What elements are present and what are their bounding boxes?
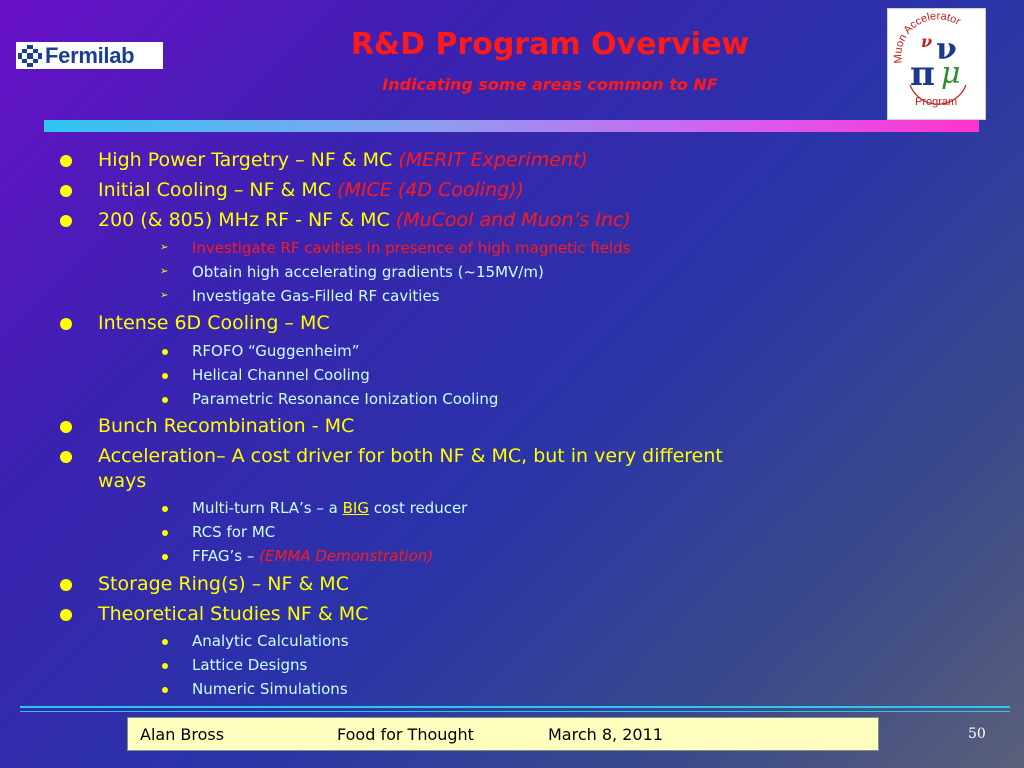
sub-list-item: RCS for MC (192, 523, 276, 541)
bullet-dot-icon (60, 318, 72, 330)
fermilab-logo (16, 42, 163, 69)
sub-bullet-dot-icon (162, 373, 168, 379)
footer-talk-title: Food for Thought (337, 724, 474, 744)
list-item-note: (MERIT Experiment) (398, 149, 588, 171)
footer-author: Alan Bross (140, 724, 225, 744)
list-item-text: Intense 6D Cooling – MC (98, 312, 330, 334)
list-item-text: High Power Targetry – NF & MC (98, 149, 399, 171)
list-item-text: Theoretical Studies NF & MC (98, 603, 369, 625)
sub-list-item: RFOFO “Guggenheim” (192, 342, 360, 360)
sub-list-item: FFAG’s – (EMMA Demonstration) (192, 547, 434, 565)
list-item (98, 149, 978, 172)
footer-divider-line (20, 706, 1010, 708)
sub-list-item: Helical Channel Cooling (192, 366, 370, 384)
list-item-note: (MuCool and Muon’s Inc) (395, 209, 631, 231)
list-item (98, 209, 978, 232)
list-item-text: Acceleration– A cost driver for both NF & MC, but in very different (98, 445, 723, 467)
list-item (98, 603, 978, 626)
page-number: 50 (968, 726, 986, 742)
footer-bar (127, 717, 879, 751)
bullet-dot-icon (60, 451, 72, 463)
list-item (98, 179, 978, 202)
list-item-note: (MICE (4D Cooling)) (337, 179, 525, 201)
bullet-dot-icon (60, 155, 72, 167)
title-divider-bar (44, 120, 979, 132)
fermilab-logo-text: Fermilab (45, 42, 135, 68)
sub-bullet-dot-icon (162, 530, 168, 536)
sub-list-item: Lattice Designs (192, 656, 308, 674)
sub-bullet-dot-icon (162, 397, 168, 403)
sub-list-item: Numeric Simulations (192, 680, 348, 698)
sub-bullet-dot-icon (162, 506, 168, 512)
list-item-text: 200 (& 805) MHz RF - NF & MC (98, 209, 396, 231)
sub-bullet-dot-icon (162, 554, 168, 560)
bullet-dot-icon (60, 609, 72, 621)
sub-list-item: Investigate RF cavities in presence of high magnetic fields (192, 239, 631, 257)
footer-divider-line (20, 711, 1010, 712)
sub-list-item: Obtain high accelerating gradients (~15MV/m) (192, 263, 544, 281)
list-item (98, 445, 978, 468)
list-item (98, 312, 978, 335)
sub-list-item: Parametric Resonance Ionization Cooling (192, 390, 499, 408)
arrow-bullet-icon: ➢ (160, 242, 169, 253)
list-item-continuation: ways (98, 470, 147, 492)
slide-subtitle: Indicating some areas common to NF (382, 75, 718, 94)
footer-date: March 8, 2011 (548, 724, 663, 744)
bullet-dot-icon (60, 421, 72, 433)
muon-accelerator-program-logo (887, 8, 986, 120)
list-item (98, 415, 978, 438)
sub-bullet-dot-icon (162, 349, 168, 355)
svg-text:ν: ν (921, 32, 933, 51)
fermilab-emblem-icon (18, 45, 42, 67)
muon-logo-bottom-text: Program (915, 96, 958, 108)
list-item-text: Initial Cooling – NF & MC (98, 179, 338, 201)
map-logo-graphic (888, 9, 985, 119)
list-item-text: Storage Ring(s) – NF & MC (98, 573, 349, 595)
arrow-bullet-icon: ➢ (160, 266, 169, 277)
svg-text:ν: ν (936, 32, 957, 67)
bullet-dot-icon (60, 215, 72, 227)
sub-list-item: Analytic Calculations (192, 632, 349, 650)
svg-text:π: π (910, 54, 935, 94)
bullet-dot-icon (60, 579, 72, 591)
slide-title: R&D Program Overview (350, 27, 750, 62)
big-emphasis: BIG (342, 499, 369, 517)
list-item-note: (EMMA Demonstration) (259, 547, 434, 565)
sub-bullet-dot-icon (162, 687, 168, 693)
list-item-text: Bunch Recombination - MC (98, 415, 355, 437)
sub-bullet-dot-icon (162, 639, 168, 645)
arrow-bullet-icon: ➢ (160, 290, 169, 301)
sub-list-item: Investigate Gas-Filled RF cavities (192, 287, 440, 305)
muon-logo-arc-text: Muon Accelerator (892, 10, 963, 64)
list-item (98, 573, 978, 596)
bullet-dot-icon (60, 185, 72, 197)
sub-bullet-dot-icon (162, 663, 168, 669)
svg-text:μ: μ (941, 56, 961, 91)
sub-list-item: Multi-turn RLA’s – a BIG cost reducer (192, 499, 468, 517)
